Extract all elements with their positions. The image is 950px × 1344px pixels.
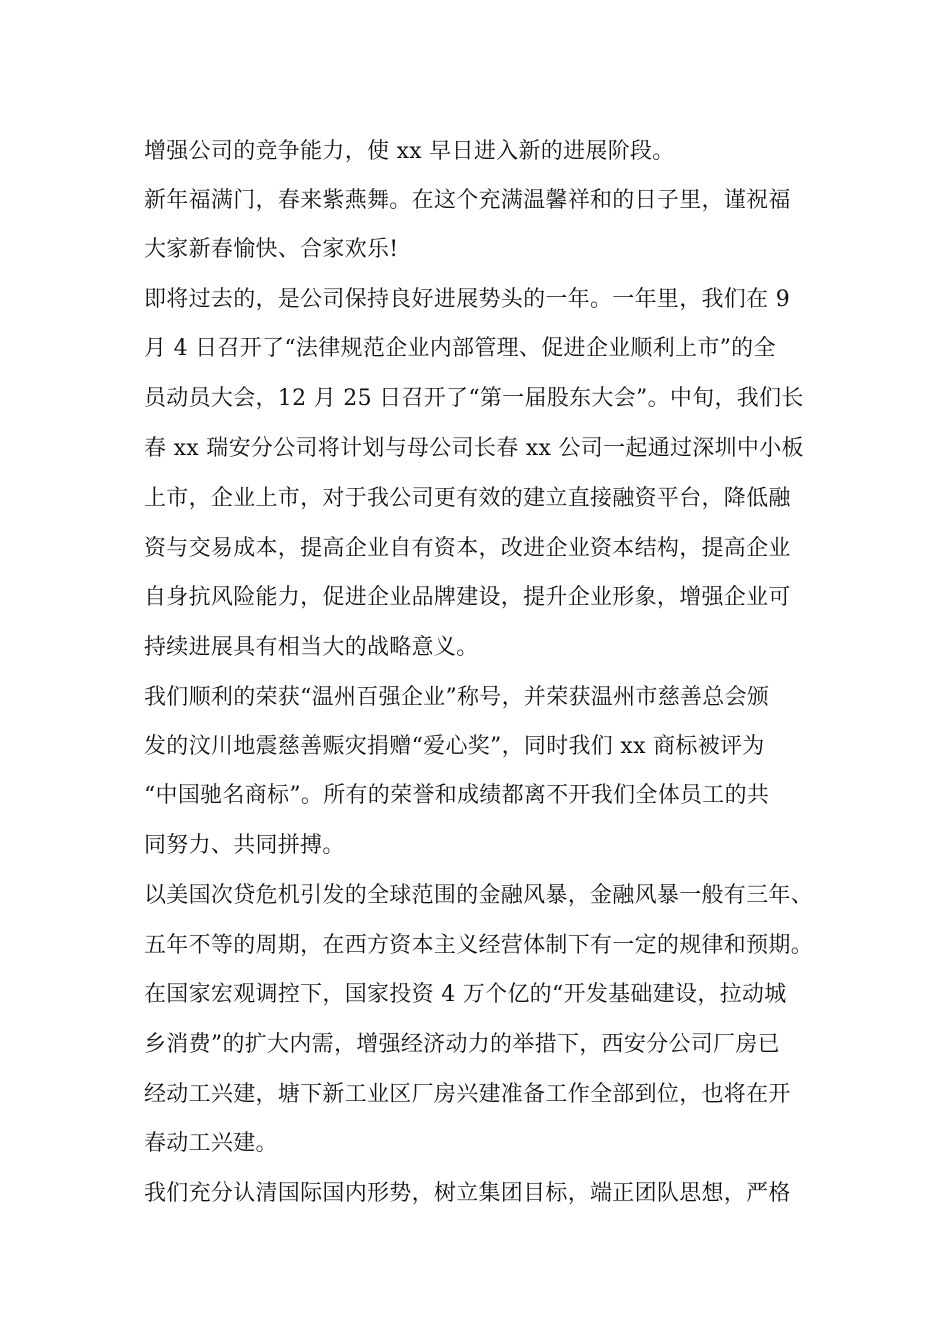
text-line: 上市，企业上市，对于我公司更有效的建立直接融资平台，降低融 [144,486,791,511]
text-line: 增强公司的竞争能力，使 xx 早日进入新的进展阶段。 [144,139,675,164]
text-line: 即将过去的，是公司保持良好进展势头的一年。一年里，我们在 9 [144,287,790,312]
text-line: “中国驰名商标”。所有的荣誉和成绩都离不开我们全体员工的共 [144,783,770,808]
text-line: 在国家宏观调控下，国家投资 4 万个亿的“开发基础建设，拉动城 [144,982,787,1007]
text-line: 同努力、共同拼搏。 [144,833,345,858]
text-line: 自身抗风险能力，促进企业品牌建设，提升企业形象，增强企业可 [144,585,791,610]
text-line: 员动员大会，12 月 25 日召开了“第一届股东大会”。中旬，我们长 [144,386,804,411]
text-line: 五年不等的周期，在西方资本主义经营体制下有一定的规律和预期。 [144,933,814,958]
text-line: 乡消费”的扩大内需，增强经济动力的举措下，西安分公司厂房已 [144,1032,780,1057]
text-line: 月 4 日召开了“法律规范企业内部管理、促进企业顺利上市”的全 [144,336,776,361]
text-line: 持续进展具有相当大的战略意义。 [144,635,479,660]
text-line: 经动工兴建，塘下新工业区厂房兴建准备工作全部到位，也将在开 [144,1082,791,1107]
text-line: 我们充分认清国际国内形势，树立集团目标，端正团队思想，严格 [144,1181,791,1206]
text-line: 大家新春愉快、合家欢乐! [144,237,399,262]
text-line: 新年福满门，春来紫燕舞。在这个充满温馨祥和的日子里，谨祝福 [144,188,791,213]
text-line: 资与交易成本，提高企业自有资本，改进企业资本结构，提高企业 [144,536,791,561]
text-line: 春 xx 瑞安分公司将计划与母公司长春 xx 公司一起通过深圳中小板 [144,436,804,461]
text-line: 我们顺利的荣获“温州百强企业”称号，并荣获温州市慈善总会颁 [144,685,770,710]
text-line: 以美国次贷危机引发的全球范围的金融风暴，金融风暴一般有三年、 [144,883,814,908]
text-line: 发的汶川地震慈善赈灾捐赠“爱心奖”，同时我们 xx 商标被评为 [144,734,765,759]
text-line: 春动工兴建。 [144,1131,278,1156]
